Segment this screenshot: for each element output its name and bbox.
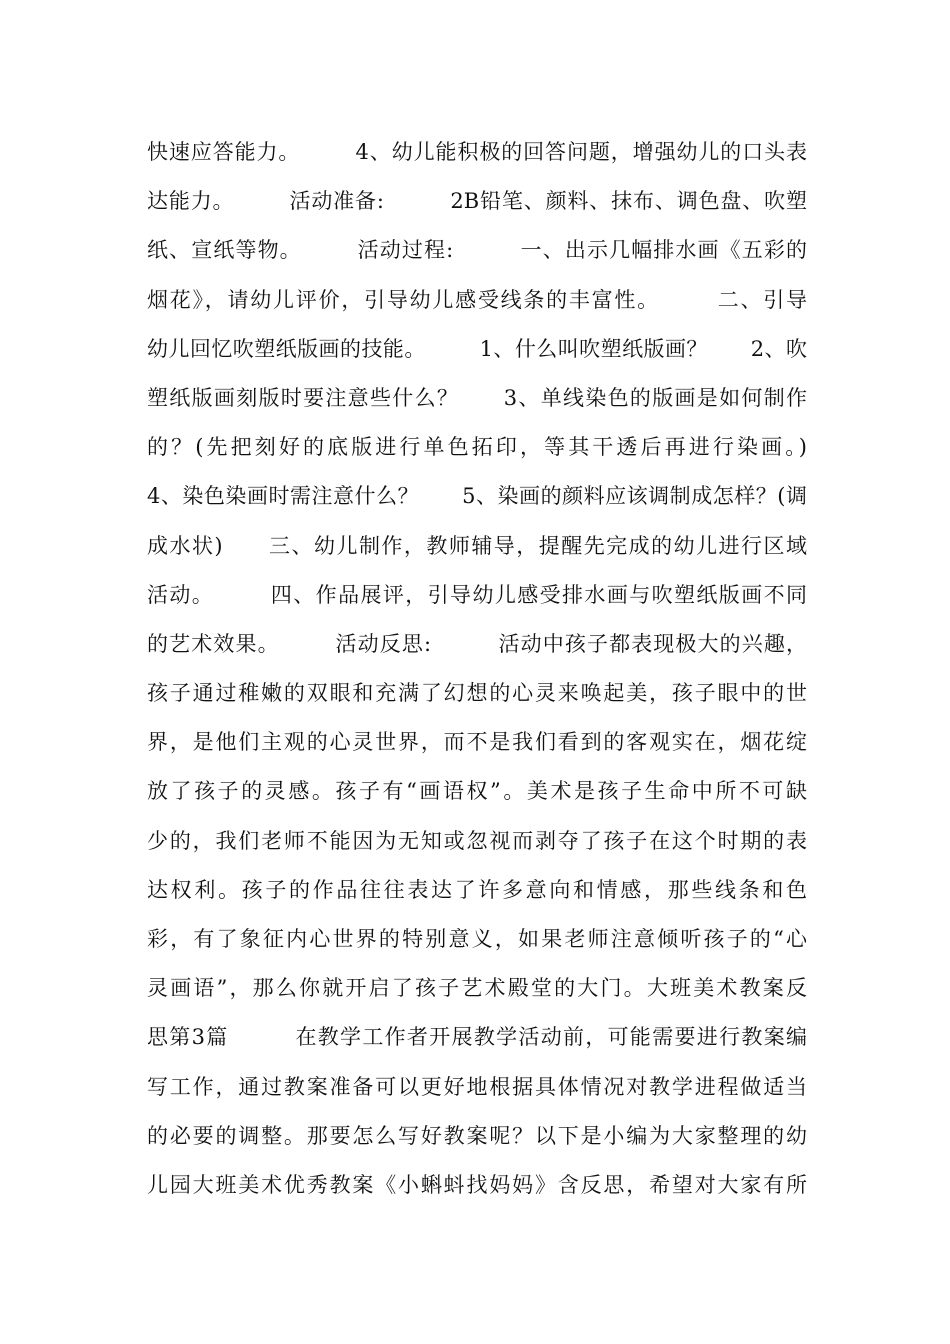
text-line: 放了孩子的灵感。孩子有“画语权”。美术是孩子生命中所不可缺 bbox=[147, 779, 807, 804]
text-line: 的艺术效果。 活动反思: 活动中孩子都表现极大的兴趣， bbox=[147, 631, 807, 656]
text-line: 4、染色染画时需注意什么？ 5、染画的颜料应该调制成怎样？(调 bbox=[147, 484, 807, 509]
text-line: 界，是他们主观的心灵世界，而不是我们看到的客观实在，烟花绽 bbox=[147, 730, 807, 755]
text-line: 少的，我们老师不能因为无知或忽视而剥夺了孩子在这个时期的表 bbox=[147, 828, 807, 853]
text-line: 的？(先把刻好的底版进行单色拓印，等其干透后再进行染画。) bbox=[147, 435, 807, 460]
text-line: 灵画语”，那么你就开启了孩子艺术殿堂的大门。大班美术教案反 bbox=[147, 976, 807, 1001]
body-text bbox=[147, 128, 807, 1210]
text-line: 幼儿回忆吹塑纸版画的技能。 1、什么叫吹塑纸版画？ 2、吹 bbox=[147, 336, 807, 361]
text-line: 达权利。孩子的作品往往表达了许多意向和情感，那些线条和色 bbox=[147, 877, 807, 902]
text-line: 思第3篇 在教学工作者开展教学活动前，可能需要进行教案编 bbox=[147, 1025, 807, 1050]
text-line: 成水状) 三、幼儿制作，教师辅导，提醒先完成的幼儿进行区域 bbox=[147, 533, 807, 558]
text-line: 彩，有了象征内心世界的特别意义，如果老师注意倾听孩子的“心 bbox=[147, 927, 807, 951]
text-line: 的必要的调整。那要怎么写好教案呢？以下是小编为大家整理的幼 bbox=[147, 1123, 807, 1148]
text-line: 快速应答能力。 4、幼儿能积极的回答问题，增强幼儿的口头表 bbox=[147, 140, 807, 164]
text-line: 活动。 四、作品展评，引导幼儿感受排水画与吹塑纸版画不同 bbox=[147, 582, 807, 607]
text-line: 儿园大班美术优秀教案《小蝌蚪找妈妈》含反思，希望对大家有所 bbox=[147, 1172, 807, 1197]
text-line: 烟花》，请幼儿评价，引导幼儿感受线条的丰富性。 二、引导 bbox=[147, 287, 807, 312]
text-line: 达能力。 活动准备: 2B铅笔、颜料、抹布、调色盘、吹塑 bbox=[147, 189, 807, 214]
text-line: 塑纸版画刻版时要注意些什么？ 3、单线染色的版画是如何制作 bbox=[147, 385, 807, 410]
text-line: 写工作，通过教案准备可以更好地根据具体情况对教学进程做适当 bbox=[147, 1074, 807, 1099]
text-line: 纸、宣纸等物。 活动过程: 一、出示几幅排水画《五彩的 bbox=[147, 238, 807, 263]
text-line: 孩子通过稚嫩的双眼和充满了幻想的心灵来唤起美，孩子眼中的世 bbox=[147, 681, 807, 706]
